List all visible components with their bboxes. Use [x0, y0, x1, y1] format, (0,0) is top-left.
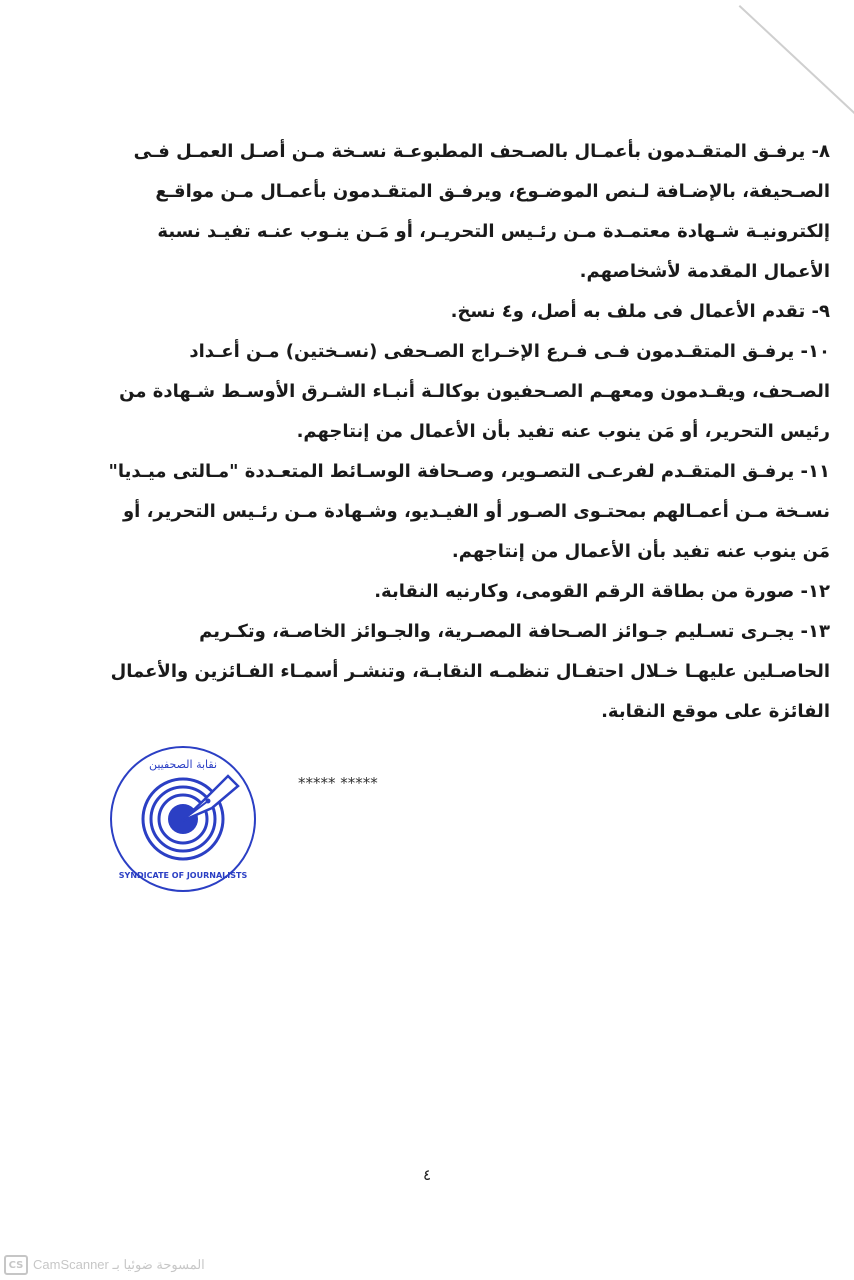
paragraph-item-10: ١٠- يرفـق المتقـدمون فـى فـرع الإخـراج الصـحفى (نسـختين) مـن أعـداد الصـحف، ويقـدمون ومعهـم الصـحفيون بوكالـة أنبـاء الشـرق الأوسـط شـهادة من رئيس التحرير، أو مَن ينوب عنه تفيد بأن الأعمال من إنتاجهم. [119, 341, 830, 442]
camscanner-watermark [4, 1254, 205, 1276]
stamp-arabic-text: نقابة الصحفيين [148, 758, 218, 771]
scan-fold-line [739, 5, 854, 116]
paragraph-item-9: ٩- تقدم الأعمال فى ملف به أصل، و٤ نسخ. [450, 301, 830, 322]
paragraph-item-13: ١٣- يجـرى تسـليم جـوائز الصـحافة المصـرية، والجـوائز الخاصـة، وتكـريم الحاصـلين عليهـا خـلال احتفـال تنظمـه النقابـة، وتنشـر أسمـاء الفـائزين والأعمال الفائزة على موقع النقابة. [110, 621, 830, 722]
page-number: ٤ [422, 1166, 432, 1184]
document-body [108, 132, 830, 732]
paragraph-item-11: ١١- يرفـق المتقـدم لفرعـى التصـوير، وصـحافة الوسـائط المتعـددة "مـالتى ميـديا" نسـخة مـن أعمـالهم بمحتـوى الصـور أو الفيـديو، وشـهادة مـن رئـيس التحرير، أو مَن ينوب عنه تفيد بأن الأعمال من إنتاجهم. [108, 461, 830, 562]
section-separator: ***** ***** [298, 774, 378, 792]
camscanner-text: CamScanner المسوحة ضوئيا بـ [33, 1257, 205, 1272]
stamp-english-text: SYNDICATE OF JOURNALISTS [118, 871, 248, 880]
camscanner-logo-icon: CS [4, 1255, 28, 1275]
paragraph-item-12: ١٢- صورة من بطاقة الرقم القومى، وكارنيه النقابة. [374, 581, 830, 602]
paragraph-item-8: ٨- يرفـق المتقـدمون بأعمـال بالصـحف المطبوعـة نسـخة مـن أصـل العمـل فـى الصـحيفة، بالإضـافة لـنص الموضـوع، ويرفـق المتقـدمون بأعمـال مـن مواقـع إلكترونيـة شـهادة معتمـدة مـن رئـيس التحريـر، أو مَـن ينـوب عنـه تفيـد نسبة الأعمال المقدمة لأشخاصهم. [133, 141, 830, 282]
syndicate-stamp [108, 744, 258, 894]
pen-nib-hole [206, 799, 211, 804]
stamp-and-separator-row [108, 744, 830, 894]
